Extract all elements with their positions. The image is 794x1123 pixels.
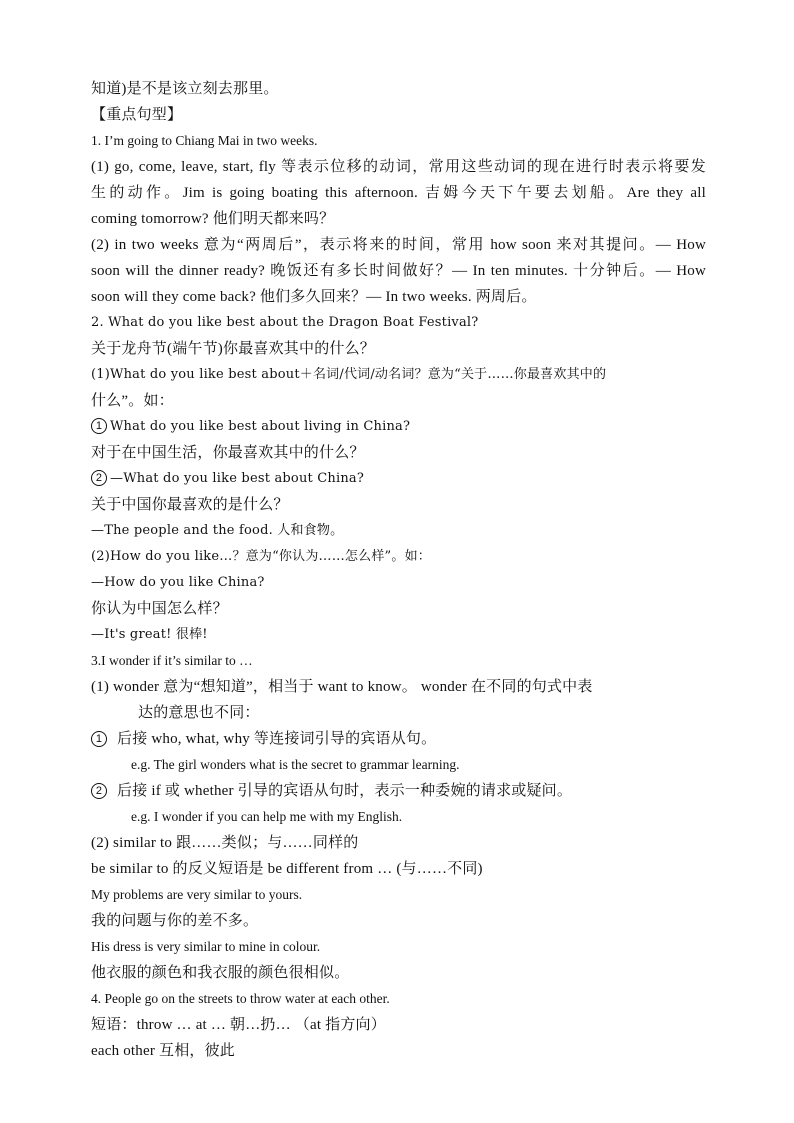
text-line: My problems are very similar to yours. <box>91 887 303 902</box>
example-text: —What do you like best about China? <box>110 471 365 486</box>
text-line: (1) wonder 意为“想知道”，相当于 want to know。 wonder 在不同的句式中表 <box>91 679 593 695</box>
example-line: e.g. I wonder if you can help me with my English. <box>131 809 403 824</box>
text-line: —The people and the food. 人和食物。 <box>91 523 344 538</box>
text-line: (2)How do you like…？意为“你认为……怎么样”。如： <box>91 549 431 564</box>
text-line: soon will they come back? 他们多久回来？— In two weeks. 两周后。 <box>91 289 537 305</box>
text-line: 对于在中国生活，你最喜欢其中的什么？ <box>91 445 365 461</box>
list-item <box>91 726 706 752</box>
text-line: be similar to 的反义短语是 be different from … (与……不同) <box>91 861 483 877</box>
list-item-text: 后接 if 或 whether 引导的宾语从句时，表示一种委婉的请求或疑问。 <box>117 783 573 799</box>
text-line: 他衣服的颜色和我衣服的颜色很相似。 <box>91 965 350 981</box>
text-line: 达的意思也不同： <box>138 705 260 721</box>
text-line: 我的问题与你的差不多。 <box>91 913 259 929</box>
sentence-pattern-title: 3.I wonder if it’s similar to … <box>91 653 253 668</box>
text-line: 关于中国你最喜欢的是什么？ <box>91 497 289 513</box>
text-line: —How do you like China? <box>91 575 265 590</box>
circled-number-marker: 1 <box>91 731 107 747</box>
example-line <box>91 414 706 440</box>
text-line: coming tomorrow? 他们明天都来吗？ <box>91 211 335 227</box>
text-line: soon will the dinner ready? 晚饭还有多长时间做好？— In ten minutes. 十分钟后。— How <box>91 263 706 279</box>
text-line: 生的动作。Jim is going boating this afternoon. 吉姆今天下午要去划船。Are they all <box>91 185 706 201</box>
example-text: What do you like best about living in China? <box>110 419 411 434</box>
text-line: 知道)是不是该立刻去那里。 <box>91 81 279 97</box>
sentence-pattern-title: 2. What do you like best about the Dragon Boat Festival? <box>91 315 479 330</box>
text-line: 你认为中国怎么样？ <box>91 601 228 617</box>
text-line: His dress is very similar to mine in colour. <box>91 939 321 954</box>
text-line: (1) go, come, leave, start, fly 等表示位移的动词，常用这些动词的现在进行时表示将要发 <box>91 159 706 175</box>
circled-number-marker: 1 <box>91 418 107 434</box>
circled-number-marker: 2 <box>91 470 107 486</box>
text-line: (1)What do you like best about＋名词/代词/动名词？意为“关于……你最喜欢其中的 <box>91 367 607 382</box>
text-line: 关于龙舟节(端午节)你最喜欢其中的什么？ <box>91 341 375 357</box>
text-line: 短语：throw … at … 朝…扔… （at 指方向） <box>91 1017 386 1033</box>
example-line: e.g. The girl wonders what is the secret to grammar learning. <box>131 757 460 772</box>
text-line: 什么”。如： <box>91 393 174 409</box>
sentence-pattern-title: 1. I’m going to Chiang Mai in two weeks. <box>91 133 318 148</box>
section-heading: 【重点句型】 <box>91 107 183 123</box>
text-line: each other 互相，彼此 <box>91 1043 235 1059</box>
text-line: —It's great! 很棒! <box>91 627 208 642</box>
sentence-pattern-title: 4. People go on the streets to throw water at each other. <box>91 991 390 1006</box>
circled-number-marker: 2 <box>91 783 107 799</box>
text-line: (2) in two weeks 意为“两周后”，表示将来的时间，常用 how soon 来对其提问。— How <box>91 237 706 253</box>
text-line: (2) similar to 跟……类似；与……同样的 <box>91 835 359 851</box>
list-item <box>91 778 706 804</box>
example-line <box>91 466 706 492</box>
list-item-text: 后接 who, what, why 等连接词引导的宾语从句。 <box>117 731 437 747</box>
